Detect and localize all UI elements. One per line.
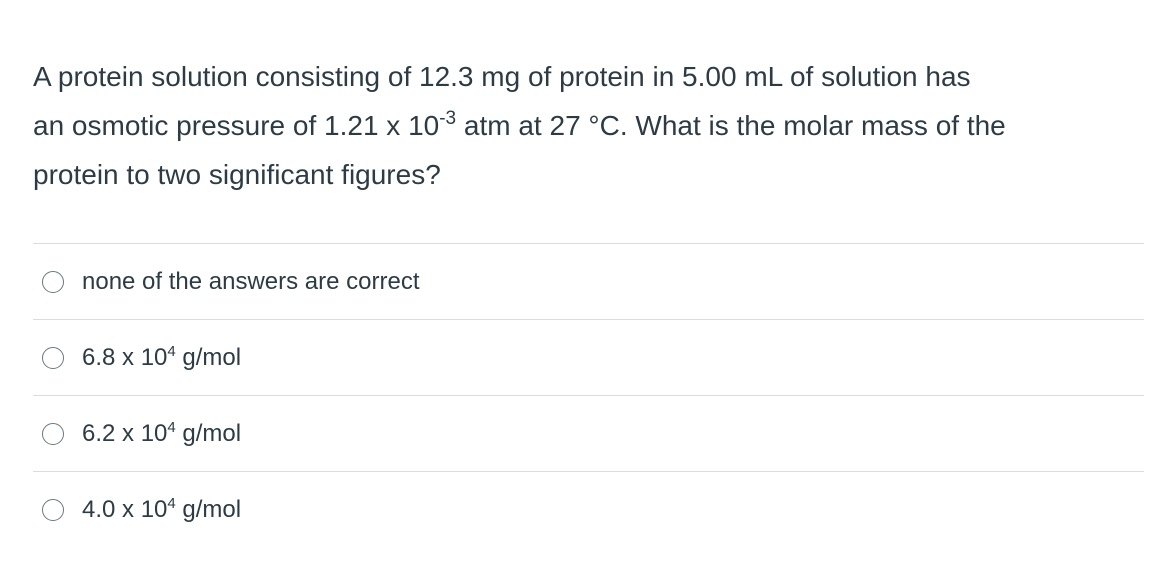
answer-option-1[interactable] (33, 243, 1144, 319)
answer-mantissa: 6.2 x 10 (82, 419, 168, 447)
question-exponent: -3 (439, 108, 457, 129)
answer-label (82, 344, 241, 372)
answer-list (33, 243, 1144, 547)
answer-option-2[interactable] (33, 319, 1144, 395)
question-line-2-end: atm at 27 °C. What is the molar mass of the (456, 110, 1006, 141)
radio-button[interactable] (42, 423, 64, 445)
answer-label: none of the answers are correct (82, 267, 420, 295)
answer-option-4[interactable] (33, 471, 1144, 547)
answer-unit: g/mol (175, 343, 242, 371)
answer-exponent: 4 (167, 418, 176, 436)
answer-exponent: 4 (167, 494, 176, 512)
question-line-1: A protein solution consisting of 12.3 mg of protein in 5.00 mL of solution has (33, 61, 971, 92)
radio-button[interactable] (42, 499, 64, 521)
answer-label (82, 420, 241, 448)
answer-label (82, 496, 241, 524)
answer-unit: g/mol (175, 419, 242, 447)
question-line-3: protein to two significant figures? (33, 159, 441, 190)
answer-option-3[interactable] (33, 395, 1144, 471)
radio-button[interactable] (42, 347, 64, 369)
answer-exponent: 4 (167, 342, 176, 360)
question-text (33, 52, 1148, 199)
answer-mantissa: 6.8 x 10 (82, 343, 168, 371)
answer-mantissa: 4.0 x 10 (82, 495, 168, 523)
question-line-2-start: an osmotic pressure of 1.21 x 10 (33, 110, 440, 141)
answer-unit: g/mol (175, 495, 242, 523)
radio-button[interactable] (42, 271, 64, 293)
